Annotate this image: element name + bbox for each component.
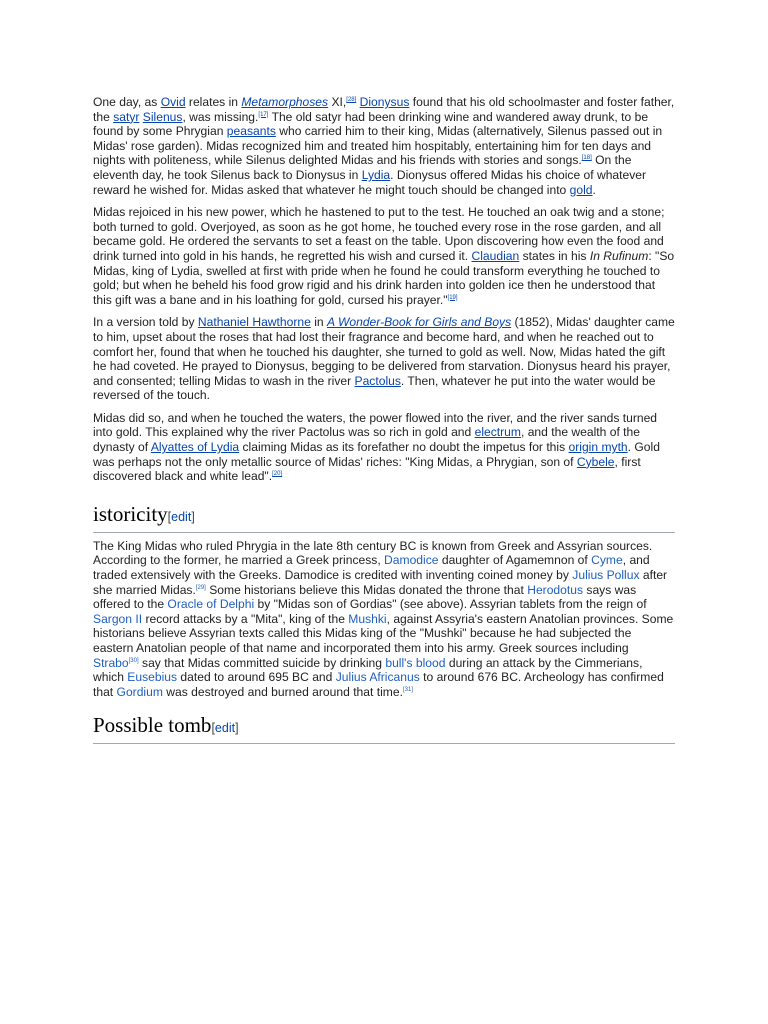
edit-link-possible-tomb[interactable]: edit (214, 721, 236, 736)
text: . Then, whatever he put into the water would be reversed of the touch. (93, 373, 656, 403)
link-oracle-of-delphi[interactable]: Oracle of Delphi (167, 597, 255, 612)
heading-possible-tomb (93, 713, 675, 744)
link-pactolus[interactable]: Pactolus (354, 373, 401, 388)
bracket: [ (211, 721, 215, 736)
link-ovid[interactable]: Ovid (160, 95, 186, 109)
citation-17[interactable]: [17] (258, 111, 269, 118)
heading-historicity (93, 502, 675, 533)
text: record attacks by a "Mita", king of the (142, 611, 349, 626)
link-gordium[interactable]: Gordium (116, 684, 163, 699)
link-strabo[interactable]: Strabo (93, 655, 129, 670)
link-sargon-ii[interactable]: Sargon II (93, 611, 143, 626)
text: , and traded extensively with the Greeks. Damodice is credited with inventing coined money by (93, 553, 650, 583)
bracket: [ (167, 509, 172, 524)
citation-28[interactable]: [28] (346, 96, 357, 103)
text: was destroyed and burned around that time. (162, 684, 403, 699)
link-claudian[interactable]: Claudian (471, 248, 520, 263)
link-silenus[interactable]: Silenus (142, 109, 183, 124)
text: Midas rejoiced in his new power, which he hastened to put to the test. He touched an oak twig and a stone; both turned to gold. Overjoyed, as soon as he got home, he touched every rose in the rose garden, and all became gold. He ordered the servants to set a feast on the table. Upon discovering how even the food and drink turned into gold in his hands, he regretted his wish and cursed it. (93, 205, 665, 263)
text: The old satyr had been drinking wine and wandered away drunk, to be found by some Phrygian (93, 109, 649, 139)
bracket: ] (235, 721, 239, 736)
text: during an attack by the Cimmerians, which (93, 655, 643, 685)
text: states in his (519, 248, 590, 263)
text: (1852), Midas' daughter came to him, upset about the roses that had lost their fragrance and become hard, and when he reached out to comfort her, found that when he touched his daughter, she turned to gold as well. Now, Midas hated the gift he had coveted. He prayed to Dionysus, begging to be delivered from starvation. Dionysus heard his prayer, and consented; telling Midas to wash in the river (93, 315, 675, 388)
link-satyr[interactable]: satyr (113, 109, 140, 124)
link-gold[interactable]: gold (569, 182, 593, 197)
link-electrum[interactable]: electrum (474, 425, 521, 440)
text: Midas did so, and when he touched the waters, the power flowed into the river, and the river sands turned into gold. This explained why the river Pactolus was so rich in gold and (93, 410, 658, 440)
link-origin-myth[interactable]: origin myth (568, 440, 628, 455)
link-eusebius[interactable]: Eusebius (127, 670, 178, 685)
paragraph-power-test (93, 205, 675, 307)
edit-section-historicity (168, 510, 195, 524)
bracket: ] (191, 509, 195, 524)
text: The King Midas who ruled Phrygia in the late 8th century BC is known from Greek and Assyrian sources. According to the former, he married a Greek princess, (93, 538, 653, 568)
text: say that Midas committed suicide by drinking (138, 655, 386, 670)
text: . (592, 182, 596, 197)
heading-possible-tomb-text: Possible tomb (93, 713, 212, 738)
link-metamorphoses[interactable]: Metamorphoses (241, 95, 329, 109)
text: by "Midas son of Gordias" (see above). Assyrian tablets from the reign of (254, 597, 647, 612)
article-body (93, 95, 675, 744)
citation-30[interactable]: [30] (128, 657, 139, 664)
edit-link-historicity[interactable]: edit (171, 509, 192, 524)
link-alyattes-of-lydia[interactable]: Alyattes of Lydia (150, 440, 240, 455)
text: after she married Midas. (93, 568, 668, 597)
text: relates in (185, 95, 242, 109)
link-bulls-blood[interactable]: bull's blood (385, 655, 446, 670)
text: claiming Midas as its forefather no doubt the impetus for this (239, 440, 569, 455)
text: , and the wealth of the dynasty of (93, 425, 640, 455)
text: . Dionysus offered Midas his choice of whatever reward he wished for. Midas asked that whatever he might touch should be changed into (93, 167, 647, 197)
citation-19[interactable]: [19] (447, 294, 458, 301)
link-julius-pollux[interactable]: Julius Pollux (572, 568, 640, 583)
citation-29[interactable]: [29] (195, 584, 206, 591)
link-cyme[interactable]: Cyme (591, 553, 623, 568)
text: dated to around 695 BC and (177, 670, 336, 685)
paragraph-hawthorne-version (93, 315, 675, 403)
work-title-in-rufinum: In Rufinum (589, 248, 649, 263)
citation-18[interactable]: [18] (581, 155, 592, 162)
text: , against Assyria's eastern Anatolian provinces. Some historians believe Assyrian texts called this Midas king of the "Mushki" because he had subjected the eastern Anatolian people of that name and incorporated them into his army. Greek sources including (93, 611, 674, 655)
text: Some historians believe this Midas donated the throne that (205, 582, 528, 597)
text: XI, (328, 95, 347, 109)
link-herodotus[interactable]: Herodotus (527, 582, 584, 597)
link-peasants[interactable]: peasants (226, 124, 276, 139)
heading-historicity-text: istoricity (93, 501, 168, 526)
text: daughter of Agamemnon of (438, 553, 592, 568)
text: in (310, 315, 327, 330)
link-dionysus[interactable]: Dionysus (359, 95, 410, 109)
link-damodice[interactable]: Damodice (384, 553, 439, 568)
citation-20[interactable]: [20] (272, 471, 283, 478)
edit-section-possible-tomb (211, 721, 238, 735)
link-wonder-book[interactable]: A Wonder-Book for Girls and Boys (326, 315, 512, 330)
text: In a version told by (93, 315, 198, 330)
text: . Gold was perhaps not the only metallic source of Midas' riches: "King Midas, a Phrygian, son of (93, 440, 660, 469)
paragraph-historicity (93, 539, 675, 700)
link-julius-africanus[interactable]: Julius Africanus (335, 670, 420, 685)
text: On the eleventh day, he took Silenus back to Dionysus in (93, 153, 632, 182)
text: , was missing. (182, 109, 259, 124)
text: who carried him to their king, Midas (alternatively, Silenus passed out in Midas' rose garden). Midas recognized him and treated him hospitably, entertaining him for ten days and nights with politeness, while Silenus delighted Midas and his friends with stories and songs. (93, 124, 663, 168)
link-cybele[interactable]: Cybele (576, 454, 615, 469)
text: , first discovered black and white lead". (93, 454, 641, 484)
paragraph-river-gold (93, 411, 675, 484)
text: found that his old schoolmaster and foster father, the (93, 95, 675, 124)
text: : "So Midas, king of Lydia, swelled at first with pride when he found he could transform everything he touched to gold; but when he beheld his food grow rigid and his drink harden into golden ice then he understood that this gift was a bane and in his loathing for gold, cursed his prayer." (93, 248, 675, 307)
citation-31[interactable]: [31] (402, 686, 413, 693)
paragraph-golden-touch-origin (93, 95, 675, 197)
text: One day, as (93, 95, 161, 109)
text: to around 676 BC. Archeology has confirmed that (93, 670, 664, 699)
link-lydia[interactable]: Lydia (361, 167, 391, 182)
link-mushki[interactable]: Mushki (348, 611, 387, 626)
text: says was offered to the (93, 582, 637, 612)
link-nathaniel-hawthorne[interactable]: Nathaniel Hawthorne (197, 315, 311, 330)
